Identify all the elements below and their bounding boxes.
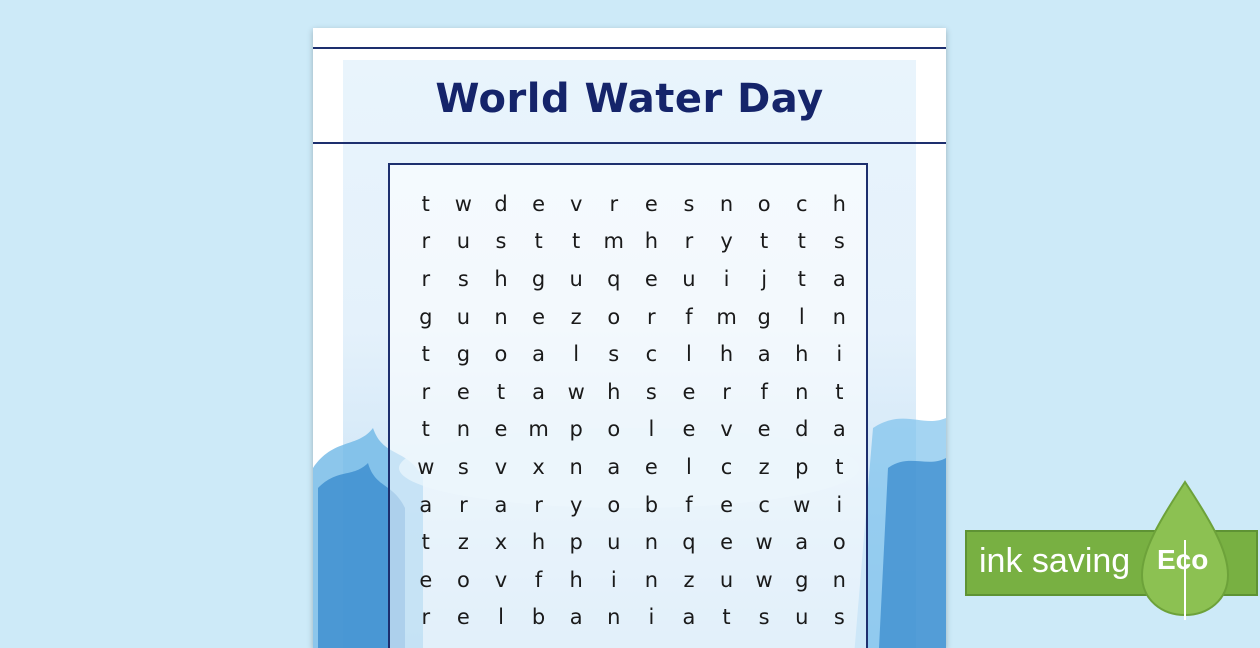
grid-letter: g: [456, 342, 471, 367]
grid-letter: l: [686, 342, 692, 367]
grid-letter: j: [761, 266, 768, 291]
grid-letter: s: [833, 605, 845, 630]
grid-letter: m: [603, 229, 624, 254]
grid-letter: a: [757, 342, 771, 367]
grid-letter: e: [644, 454, 658, 479]
grid-letter: x: [494, 530, 508, 555]
grid-letter: z: [758, 454, 770, 479]
grid-letter: v: [569, 191, 583, 216]
grid-letter: g: [531, 266, 546, 291]
grid-letter: e: [644, 266, 658, 291]
grid-letter: t: [421, 191, 430, 216]
grid-letter: o: [607, 304, 621, 329]
grid-letter: s: [645, 379, 657, 404]
grid-letter: l: [573, 342, 580, 367]
letter-grid: [407, 185, 858, 636]
grid-letter: i: [836, 342, 843, 367]
grid-letter: c: [795, 191, 808, 216]
header-top-rule: [313, 47, 946, 49]
grid-letter: w: [793, 492, 811, 517]
grid-letter: o: [832, 530, 846, 555]
grid-letter: t: [835, 454, 844, 479]
grid-letter: e: [720, 530, 733, 555]
grid-letter: m: [528, 417, 549, 442]
grid-letter: a: [532, 342, 546, 367]
grid-letter: z: [457, 530, 469, 555]
grid-letter: c: [758, 492, 770, 517]
grid-letter: n: [456, 417, 471, 442]
grid-letter: r: [647, 304, 656, 329]
grid-letter: i: [836, 492, 843, 517]
grid-letter: v: [494, 454, 508, 479]
grid-letter: t: [534, 229, 543, 254]
grid-letter: n: [795, 379, 809, 404]
grid-letter: a: [607, 454, 621, 479]
grid-letter: d: [795, 417, 809, 442]
grid-letter: n: [494, 304, 508, 329]
grid-letter: n: [644, 567, 659, 592]
grid-letter: t: [722, 605, 731, 630]
grid-letter: o: [757, 191, 771, 216]
grid-letter: f: [760, 379, 768, 404]
grid-letter: h: [644, 229, 659, 254]
grid-letter: i: [610, 567, 617, 592]
grid-letter: d: [494, 191, 508, 216]
grid-letter: h: [795, 342, 809, 367]
grid-letter: r: [459, 492, 468, 517]
grid-letter: y: [720, 229, 733, 254]
grid-letter: e: [532, 191, 546, 216]
grid-letter: q: [682, 530, 696, 555]
grid-letter: h: [719, 342, 734, 367]
grid-letter: h: [569, 567, 583, 592]
grid-letter: s: [457, 454, 469, 479]
grid-letter: f: [534, 567, 543, 592]
grid-letter: p: [569, 530, 583, 555]
eco-label: Eco: [1157, 544, 1209, 575]
grid-letter: y: [569, 492, 583, 517]
grid-letter: u: [456, 304, 471, 329]
grid-letter: e: [419, 567, 433, 592]
grid-letter: e: [456, 605, 470, 630]
grid-letter: s: [758, 605, 770, 630]
grid-letter: e: [682, 379, 696, 404]
grid-letter: u: [569, 266, 583, 291]
grid-letter: a: [569, 605, 583, 630]
grid-letter: t: [572, 229, 581, 254]
grid-letter: o: [494, 342, 508, 367]
grid-letter: a: [832, 266, 846, 291]
grid-letter: o: [456, 567, 470, 592]
grid-letter: v: [720, 417, 733, 442]
grid-letter: a: [532, 379, 546, 404]
grid-letter: t: [797, 229, 806, 254]
grid-letter: r: [421, 605, 431, 630]
grid-letter: g: [419, 304, 433, 329]
grid-letter: w: [417, 454, 435, 479]
grid-letter: b: [644, 492, 659, 517]
grid-letter: l: [498, 605, 504, 630]
header-bottom-rule: [313, 142, 946, 144]
grid-letter: a: [494, 492, 508, 517]
grid-letter: t: [835, 379, 844, 404]
grid-letter: h: [531, 530, 546, 555]
grid-letter: l: [798, 304, 805, 329]
grid-letter: s: [833, 229, 845, 254]
grid-letter: u: [682, 266, 696, 291]
worksheet-title: World Water Day: [435, 76, 824, 122]
grid-letter: t: [421, 530, 430, 555]
grid-letter: b: [531, 605, 546, 630]
grid-letter: f: [685, 492, 693, 517]
grid-letter: s: [495, 229, 507, 254]
grid-letter: t: [421, 417, 430, 442]
grid-letter: n: [644, 530, 659, 555]
grid-letter: n: [832, 304, 846, 329]
grid-letter: f: [685, 304, 693, 329]
grid-letter: i: [723, 266, 730, 291]
grid-letter: e: [757, 417, 771, 442]
grid-letter: n: [569, 454, 583, 479]
grid-letter: h: [494, 266, 508, 291]
grid-letter: e: [532, 304, 546, 329]
word-search-grid: [388, 163, 868, 648]
grid-letter: r: [684, 229, 694, 254]
grid-letter: q: [607, 266, 621, 291]
grid-letter: t: [496, 379, 506, 404]
grid-letter: v: [494, 567, 508, 592]
grid-letter: p: [569, 417, 583, 442]
grid-letter: s: [457, 266, 469, 291]
grid-letter: l: [686, 454, 692, 479]
grid-letter: h: [607, 379, 621, 404]
grid-letter: w: [567, 379, 585, 404]
grid-letter: s: [608, 342, 620, 367]
grid-letter: g: [795, 567, 809, 592]
grid-letter: e: [456, 379, 470, 404]
grid-letter: x: [532, 454, 545, 479]
grid-letter: a: [795, 530, 809, 555]
grid-letter: n: [719, 191, 734, 216]
ink-saving-label: ink saving: [979, 542, 1131, 580]
grid-letter: u: [456, 229, 471, 254]
grid-letter: u: [795, 605, 809, 630]
grid-letter: c: [720, 454, 733, 479]
grid-letter: o: [607, 417, 621, 442]
grid-letter: e: [644, 191, 658, 216]
grid-letter: w: [454, 191, 472, 216]
grid-letter: t: [760, 229, 769, 254]
grid-letter: l: [648, 417, 655, 442]
grid-letter: r: [609, 191, 619, 216]
grid-letter: p: [795, 454, 809, 479]
grid-letter: g: [757, 304, 771, 329]
grid-letter: r: [534, 492, 543, 517]
grid-letter: m: [716, 304, 737, 329]
grid-letter: w: [755, 567, 773, 592]
grid-letter: w: [755, 530, 773, 555]
grid-letter: h: [832, 191, 846, 216]
grid-letter: a: [419, 492, 433, 517]
grid-letter: r: [421, 266, 431, 291]
grid-letter: e: [494, 417, 508, 442]
grid-letter: e: [682, 417, 696, 442]
grid-letter: u: [719, 567, 734, 592]
grid-letter: s: [683, 191, 695, 216]
grid-letter: r: [421, 379, 431, 404]
grid-letter: t: [421, 342, 430, 367]
grid-letter: u: [607, 530, 621, 555]
grid-letter: n: [607, 605, 621, 630]
grid-letter: a: [832, 417, 846, 442]
grid-letter: o: [607, 492, 621, 517]
grid-letter: e: [720, 492, 733, 517]
worksheet-page: [313, 28, 946, 648]
grid-letter: c: [645, 342, 658, 367]
grid-letter: i: [648, 605, 655, 630]
grid-letter: t: [797, 266, 806, 291]
grid-letter: z: [683, 567, 695, 592]
grid-letter: n: [832, 567, 846, 592]
grid-letter: a: [682, 605, 696, 630]
grid-letter: r: [722, 379, 731, 404]
grid-letter: z: [570, 304, 582, 329]
grid-letter: r: [421, 229, 431, 254]
